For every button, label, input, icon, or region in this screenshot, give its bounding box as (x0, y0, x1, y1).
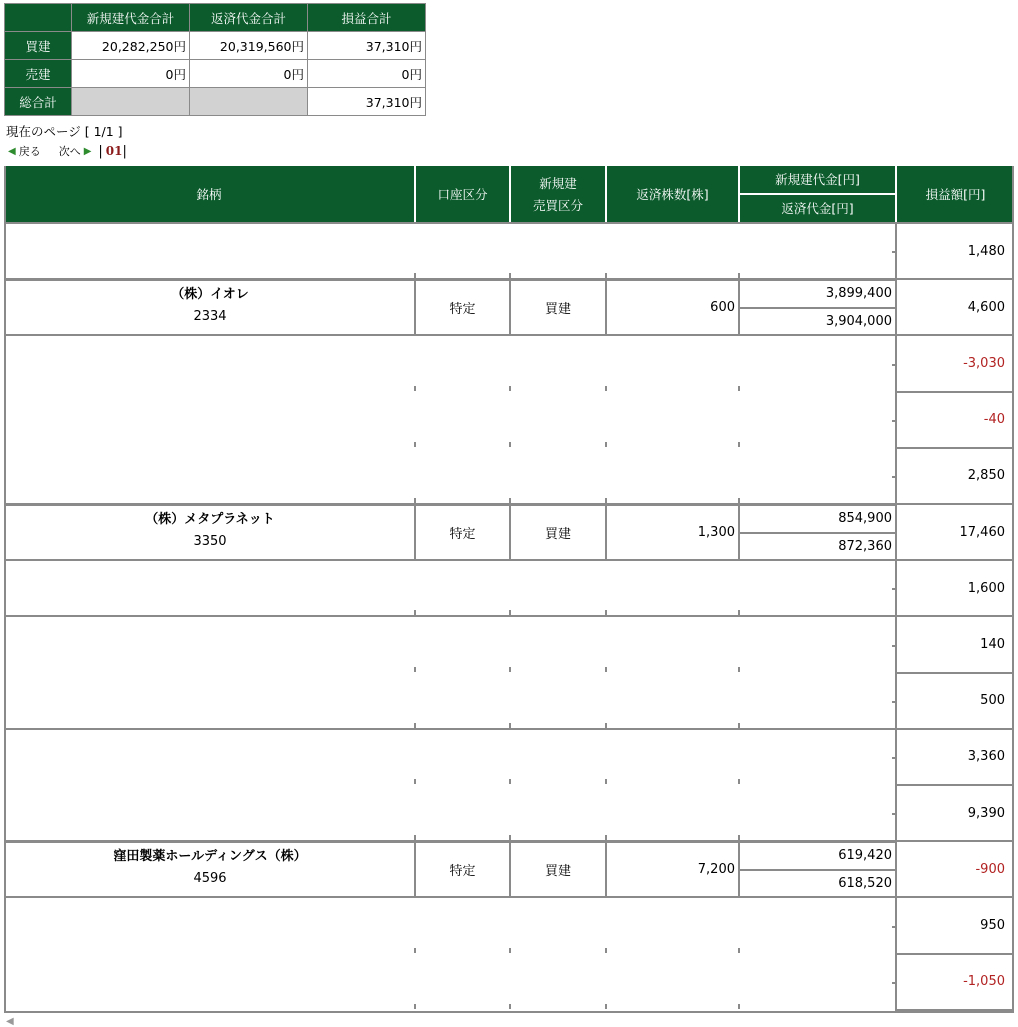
row-tick (892, 251, 895, 253)
page-indicator: 現在のページ [ 1/1 ] (6, 124, 123, 139)
column-tick (414, 948, 416, 953)
pagination (8, 143, 127, 159)
column-tick (414, 498, 416, 503)
stock-name[interactable]: （株）メタプラネット (145, 512, 275, 527)
column-tick (738, 273, 740, 278)
page-link-01[interactable]: 01 (105, 144, 123, 158)
trade-type: 買建 (544, 526, 571, 542)
pl-cell: 17,460 (959, 524, 1005, 540)
column-tick (414, 386, 416, 391)
summary-header-repay: 返済代金合計 (190, 4, 308, 32)
left-triangle-icon: ◀ (6, 1016, 14, 1027)
pl-cell: 1,480 (967, 243, 1005, 259)
column-tick (509, 273, 511, 278)
back-label: 戻る (18, 145, 41, 158)
stock-name[interactable]: （株）イオレ (171, 287, 249, 303)
right-triangle-icon: ▶ (83, 145, 92, 157)
summary-pl-total: 0円 (308, 60, 426, 88)
trade-type: 買建 (544, 301, 571, 317)
summary-row-buy (5, 32, 426, 60)
column-tick (509, 610, 511, 615)
column-tick (509, 835, 511, 840)
header-shares: 返済株数[株] (607, 166, 738, 223)
column-tick (738, 610, 740, 615)
column-tick (509, 723, 511, 728)
header-divider (4, 222, 1014, 224)
column-tick (414, 835, 416, 840)
header-account: 口座区分 (416, 166, 509, 223)
stock-code: 3350 (193, 534, 227, 549)
summary-new-total: 20,282,250円 (72, 32, 190, 60)
row-divider (895, 1009, 1014, 1011)
header-pl: 損益額[円] (897, 166, 1014, 223)
column-tick (414, 667, 416, 672)
group-divider (4, 615, 897, 617)
table-border-bottom (4, 1011, 1014, 1013)
column-tick (605, 723, 607, 728)
pager-separator: | (98, 143, 103, 159)
column-tick (605, 779, 607, 784)
summary-row-sell (5, 60, 426, 88)
column-tick (738, 779, 740, 784)
column-tick (509, 948, 511, 953)
row-tick (892, 926, 895, 928)
row-tick (892, 982, 895, 984)
repay-amount: 872,360 (838, 538, 892, 554)
row-tick (892, 476, 895, 478)
column-tick (738, 723, 740, 728)
row-tick (892, 364, 895, 366)
summary-row-label: 買建 (5, 32, 72, 60)
pl-cell: 3,360 (967, 749, 1005, 765)
column-tick (605, 498, 607, 503)
column-tick (414, 442, 416, 447)
column-tick (605, 835, 607, 840)
back-link[interactable] (8, 143, 41, 159)
column-tick (738, 667, 740, 672)
row-tick (892, 588, 895, 590)
column-tick (509, 498, 511, 503)
new-amount: 3,899,400 (825, 285, 892, 301)
summary-row-label: 総合計 (5, 88, 72, 116)
column-tick (738, 948, 740, 953)
pl-cell: 500 (980, 693, 1005, 709)
summary-repay-total: 0円 (190, 60, 308, 88)
row-tick (892, 701, 895, 703)
repay-amount: 618,520 (838, 875, 892, 891)
account-type: 特定 (449, 526, 476, 542)
next-link[interactable] (59, 143, 92, 159)
column-tick (605, 386, 607, 391)
column-tick (605, 667, 607, 672)
results-table (4, 166, 1014, 1013)
row-tick (892, 645, 895, 647)
summary-header-row (5, 4, 426, 32)
summary-table (4, 3, 426, 116)
column-tick (414, 610, 416, 615)
account-type: 特定 (449, 863, 476, 879)
summary-row-label: 売建 (5, 60, 72, 88)
stock-cell (6, 846, 414, 890)
column-tick (414, 273, 416, 278)
column-tick (414, 1004, 416, 1009)
pl-cell: -40 (983, 412, 1005, 428)
repaid-shares: 600 (710, 299, 735, 315)
summary-corner (5, 4, 72, 32)
stock-name[interactable]: 窪田製薬ホールディングス（株） (113, 849, 307, 865)
column-tick (509, 667, 511, 672)
pl-cell: -1,050 (963, 974, 1005, 990)
pl-cell: -3,030 (963, 355, 1005, 371)
summary-header-new: 新規建代金合計 (72, 4, 190, 32)
pager-separator: | (122, 143, 127, 159)
stock-code: 2334 (193, 309, 227, 325)
column-tick (509, 386, 511, 391)
summary-new-total (72, 88, 190, 116)
summary-header-pl: 損益合計 (308, 4, 426, 32)
column-tick (738, 1004, 740, 1009)
pl-cell: 4,600 (967, 299, 1005, 315)
account-type: 特定 (449, 301, 476, 317)
summary-repay-total: 20,319,560円 (190, 32, 308, 60)
repaid-shares: 7,200 (697, 861, 735, 877)
column-tick (605, 610, 607, 615)
row-tick (892, 813, 895, 815)
header-trade-type: 新規建 売買区分 (511, 166, 605, 223)
stock-cell (6, 284, 414, 328)
row-tick (892, 420, 895, 422)
stock-cell (6, 509, 414, 553)
pl-cell: 950 (980, 917, 1005, 933)
column-tick (605, 273, 607, 278)
pl-cell: 9,390 (967, 805, 1005, 821)
row-tick (892, 757, 895, 759)
table-border-right (1012, 166, 1014, 1013)
pl-cell: 2,850 (967, 468, 1005, 484)
column-tick (605, 442, 607, 447)
header-stock: 銘柄 (4, 166, 414, 223)
summary-row-grand-total (5, 88, 426, 116)
column-tick (605, 948, 607, 953)
repaid-shares: 1,300 (697, 524, 735, 540)
header-new-amount: 新規建代金[円] (740, 166, 895, 193)
column-tick (738, 442, 740, 447)
column-tick (509, 442, 511, 447)
pl-cell: 1,600 (967, 580, 1005, 596)
summary-pl-total: 37,310円 (308, 32, 426, 60)
next-label: 次へ (58, 145, 81, 158)
summary-pl-total: 37,310円 (308, 88, 426, 116)
header-repay-amount: 返済代金[円] (740, 195, 895, 223)
column-tick (414, 779, 416, 784)
column-tick (738, 835, 740, 840)
column-tick (414, 723, 416, 728)
column-tick (738, 386, 740, 391)
summary-new-total: 0円 (72, 60, 190, 88)
column-tick (509, 779, 511, 784)
pl-cell: 140 (980, 636, 1005, 652)
summary-repay-total (190, 88, 308, 116)
new-amount: 619,420 (838, 847, 892, 863)
trade-type: 買建 (544, 863, 571, 879)
new-amount: 854,900 (838, 510, 892, 526)
stock-code: 4596 (193, 871, 227, 887)
column-tick (605, 1004, 607, 1009)
group-divider (4, 728, 897, 730)
column-tick (738, 498, 740, 503)
pl-cell: -900 (975, 861, 1005, 877)
column-tick (509, 1004, 511, 1009)
left-triangle-icon: ◀ (8, 145, 16, 157)
repay-amount: 3,904,000 (825, 313, 892, 329)
